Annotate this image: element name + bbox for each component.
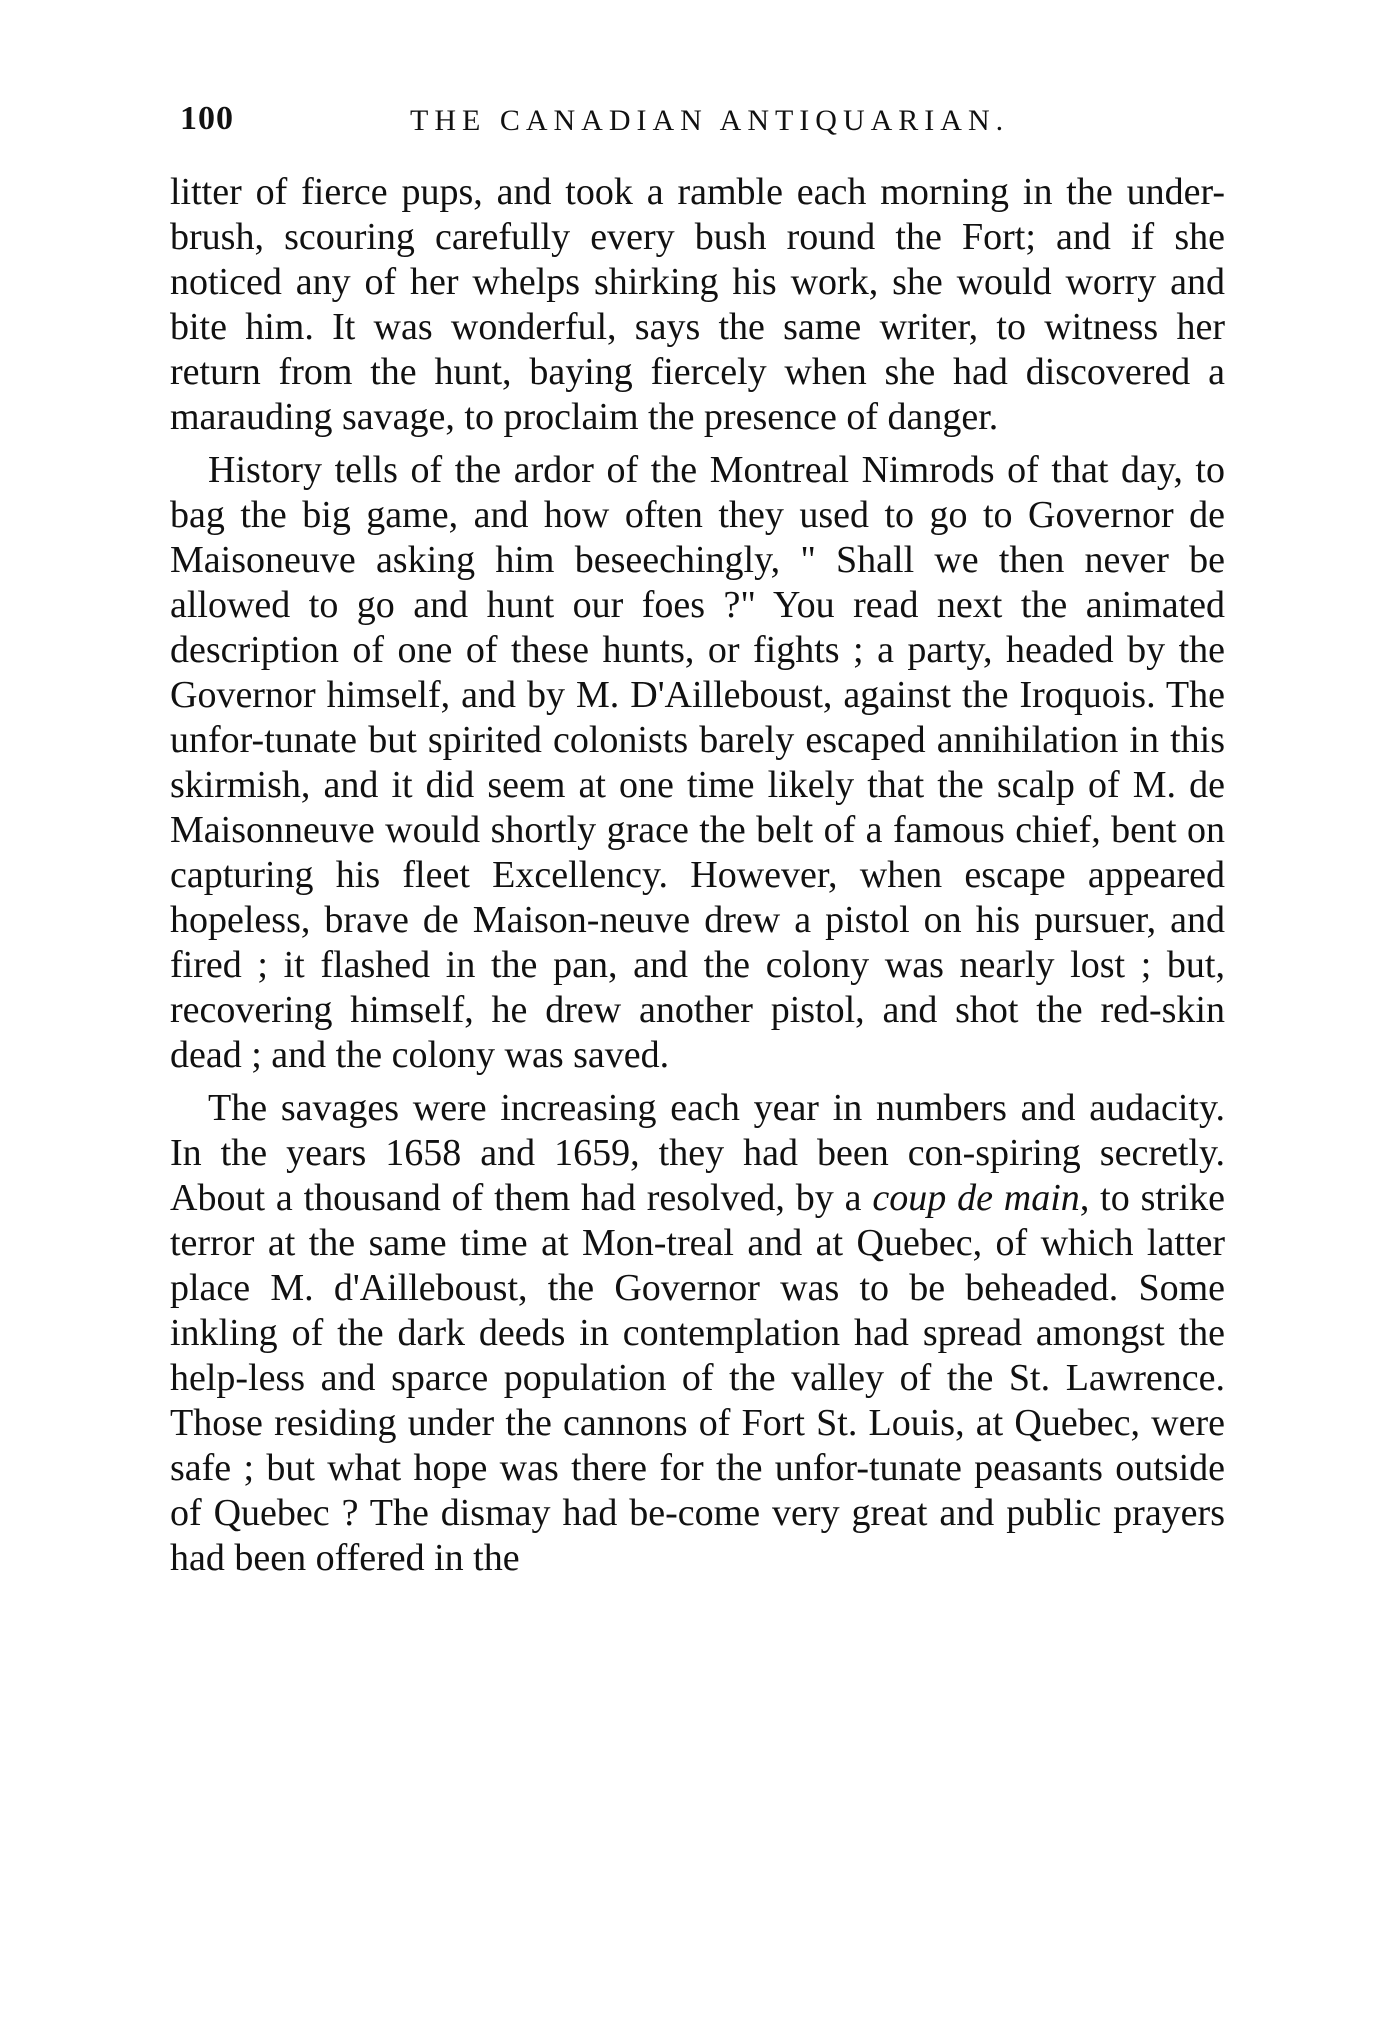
running-head: THE CANADIAN ANTIQUARIAN. <box>410 104 1010 137</box>
paragraph-3 <box>170 1086 1225 1581</box>
paragraph-2-text: History tells of the ardor of the Montreal Nimrods of that day, to bag the big game, and how often they used to go to Governor de Maisoneuve asking him beseechingly, " Shall we then never be allowed to go and hunt our foes ?" You read next the animated description of one of these hunts, or fights ; a party, headed by the Governor himself, and by M. D'Ailleboust, against the Iroquois. The unfor-tunate but spirited colonists barely escaped annihilation in this skirmish, and it did seem at one time likely that the scalp of M. de Maisonneuve would shortly grace the belt of a famous chief, bent on capturing his fleet Excellency. However, when escape appeared hopeless, brave de Maison-neuve drew a pistol on his pursuer, and fired ; it flashed in the pan, and the colony was nearly lost ; but, recovering himself, he drew another pistol, and shot the red-skin dead ; and the colony was saved. <box>170 449 1225 1076</box>
paragraph-3-text-start: The savages were increasing each year in numbers and audacity. In the years 1658 and 1659, they had been con-spiring secretly. About a thousand of them had resolved, by a <box>170 1087 1225 1219</box>
paragraph-2 <box>170 448 1225 1078</box>
paragraph-3-text-end: , to strike terror at the same time at Mon-treal and at Quebec, of which latter place M. d'Ailleboust, the Governor was to be beheaded. Some inkling of the dark deeds in contemplation had spread amongst the help-less and sparce population of the valley of the St. Lawrence. Those residing under the cannons of Fort St. Louis, at Quebec, were safe ; but what hope was there for the unfor-tunate peasants outside of Quebec ? The dismay had be-come very great and public prayers had been offered in the <box>170 1177 1226 1579</box>
body-text <box>170 170 1225 1581</box>
paragraph-1 <box>170 170 1225 440</box>
page-header <box>180 100 1220 150</box>
page-number: 100 <box>180 100 234 137</box>
paragraph-3-italic-phrase: coup de main <box>872 1177 1080 1219</box>
paragraph-1-text: litter of fierce pups, and took a ramble each morning in the under-brush, scouring carefully every bush round the Fort; and if she noticed any of her whelps shirking his work, she would worry and bite him. It was wonderful, says the same writer, to witness her return from the hunt, baying fiercely when she had discovered a marauding savage, to proclaim the presence of danger. <box>170 171 1225 438</box>
